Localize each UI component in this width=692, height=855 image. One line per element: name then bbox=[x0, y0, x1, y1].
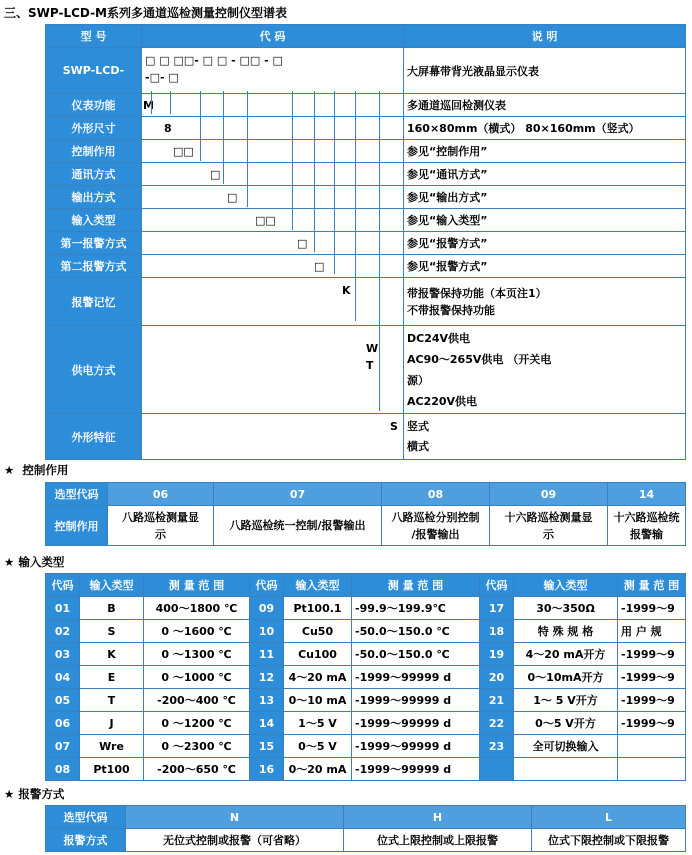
input-code-cell: 16 bbox=[250, 758, 284, 781]
control-desc: 十六路巡检统 报警输 bbox=[608, 506, 686, 546]
alarm-code: N bbox=[126, 806, 344, 829]
input-code-cell: 07 bbox=[46, 735, 80, 758]
input-range-cell: -1999～99999 d bbox=[352, 758, 480, 781]
input-range-cell: -1999～99999 d bbox=[352, 666, 480, 689]
alarm-desc: 位式下限控制或下限报警 bbox=[532, 829, 686, 852]
table-row bbox=[46, 689, 686, 712]
input-range-cell: -200～400 ℃ bbox=[144, 689, 250, 712]
model-spec-table bbox=[45, 24, 686, 460]
input-type-cell: 1～ 5 V开方 bbox=[514, 689, 618, 712]
row-code: □ bbox=[142, 186, 404, 209]
input-type-cell: 4～20 mA开方 bbox=[514, 643, 618, 666]
table-row bbox=[46, 758, 686, 781]
input-range-cell: -1999～99999 d bbox=[352, 735, 480, 758]
table-row bbox=[46, 620, 686, 643]
input-range-cell: 0 ～2300 ℃ bbox=[144, 735, 250, 758]
alarm-row-label: 报警方式 bbox=[46, 829, 126, 852]
power-label: 供电方式 bbox=[46, 326, 142, 414]
input-range-cell: -50.0～150.0 ℃ bbox=[352, 620, 480, 643]
control-table bbox=[45, 482, 686, 546]
input-range-cell: 0 ～1000 ℃ bbox=[144, 666, 250, 689]
input-code-cell: 06 bbox=[46, 712, 80, 735]
input-code-cell: 13 bbox=[250, 689, 284, 712]
control-row-label: 控制作用 bbox=[46, 506, 108, 546]
star-icon: ★ bbox=[4, 787, 15, 801]
input-type-cell bbox=[514, 758, 618, 781]
alarm-header-label: 选型代码 bbox=[46, 806, 126, 829]
shape-code: S bbox=[142, 414, 404, 460]
input-type-cell: 1～5 V bbox=[284, 712, 352, 735]
shape-desc: 竖式 横式 bbox=[404, 414, 686, 460]
input-range-cell: -1999～99999 d bbox=[352, 689, 480, 712]
input-range-cell: 0 ～1200 ℃ bbox=[144, 712, 250, 735]
input-code-cell: 18 bbox=[480, 620, 514, 643]
input-code-cell: 08 bbox=[46, 758, 80, 781]
row-label: 通讯方式 bbox=[46, 163, 142, 186]
header-model: 型 号 bbox=[46, 25, 142, 48]
alarm-table bbox=[45, 805, 686, 852]
input-type-cell: 0～20 mA bbox=[284, 758, 352, 781]
table-row bbox=[46, 597, 686, 620]
input-range-cell bbox=[618, 735, 686, 758]
input-type-cell: T bbox=[80, 689, 144, 712]
table-row bbox=[46, 735, 686, 758]
control-desc: 十六路巡检测量显 示 bbox=[490, 506, 608, 546]
alarm-section-title: ★ 报警方式 bbox=[4, 787, 65, 801]
input-range-cell: -1999～9 bbox=[618, 712, 686, 735]
row-label: 外形尺寸 bbox=[46, 117, 142, 140]
row-desc: 参见“控制作用” bbox=[404, 140, 686, 163]
input-header: 测 量 范 围 bbox=[352, 574, 480, 597]
header-code: 代 码 bbox=[142, 25, 404, 48]
row-label: 第一报警方式 bbox=[46, 232, 142, 255]
input-range-cell: -1999～99999 d bbox=[352, 712, 480, 735]
input-type-cell: Wre bbox=[80, 735, 144, 758]
input-range-cell: 400～1800 ℃ bbox=[144, 597, 250, 620]
input-range-cell: 用 户 规 bbox=[618, 620, 686, 643]
row-label: 输出方式 bbox=[46, 186, 142, 209]
input-type-cell: 0～10mA开方 bbox=[514, 666, 618, 689]
control-code: 08 bbox=[382, 483, 490, 506]
input-type-cell: 0～5 V bbox=[284, 735, 352, 758]
header-desc: 说 明 bbox=[404, 25, 686, 48]
input-range-cell: 0 ～1300 ℃ bbox=[144, 643, 250, 666]
alarm-memory-code: K bbox=[142, 278, 404, 326]
control-code: 14 bbox=[608, 483, 686, 506]
star-icon: ★ bbox=[4, 463, 15, 477]
row-desc: 160×80mm（横式） 80×160mm（竖式） bbox=[404, 117, 686, 140]
input-code-cell: 01 bbox=[46, 597, 80, 620]
input-code-cell: 09 bbox=[250, 597, 284, 620]
row-label: 第二报警方式 bbox=[46, 255, 142, 278]
input-code-cell: 19 bbox=[480, 643, 514, 666]
input-range-cell: -99.9～199.9℃ bbox=[352, 597, 480, 620]
row-code: □□ bbox=[142, 209, 404, 232]
input-code-cell: 04 bbox=[46, 666, 80, 689]
input-header: 测 量 范 围 bbox=[144, 574, 250, 597]
input-type-cell: Cu50 bbox=[284, 620, 352, 643]
alarm-memory-desc: 带报警保持功能（本页注1） 不带报警保持功能 bbox=[404, 278, 686, 326]
alarm-memory-label: 报警记忆 bbox=[46, 278, 142, 326]
input-type-cell: Pt100 bbox=[80, 758, 144, 781]
input-header: 测 量 范 围 bbox=[618, 574, 686, 597]
control-desc: 八路巡检统一控制/报警输出 bbox=[214, 506, 382, 546]
alarm-desc: 无位式控制或报警（可省略） bbox=[126, 829, 344, 852]
input-code-cell: 05 bbox=[46, 689, 80, 712]
row-desc: 参见“输入类型” bbox=[404, 209, 686, 232]
row-desc: 参见“输出方式” bbox=[404, 186, 686, 209]
row-code: 8 bbox=[142, 117, 404, 140]
input-code-cell: 10 bbox=[250, 620, 284, 643]
row-code: □ bbox=[142, 163, 404, 186]
input-range-cell: -1999～9 bbox=[618, 689, 686, 712]
input-section-title: ★ 输入类型 bbox=[4, 555, 65, 569]
input-code-cell: 12 bbox=[250, 666, 284, 689]
input-range-cell: -1999～9 bbox=[618, 666, 686, 689]
input-header: 代码 bbox=[250, 574, 284, 597]
input-type-cell: B bbox=[80, 597, 144, 620]
input-range-cell: -1999～9 bbox=[618, 643, 686, 666]
star-icon: ★ bbox=[4, 555, 15, 569]
input-type-cell: 0～5 V开方 bbox=[514, 712, 618, 735]
input-code-cell: 03 bbox=[46, 643, 80, 666]
table-row bbox=[46, 712, 686, 735]
row-label: 输入类型 bbox=[46, 209, 142, 232]
input-header: 输入类型 bbox=[284, 574, 352, 597]
input-code-cell: 11 bbox=[250, 643, 284, 666]
input-code-cell: 23 bbox=[480, 735, 514, 758]
control-code: 07 bbox=[214, 483, 382, 506]
row-desc: 多通道巡回检测仪表 bbox=[404, 94, 686, 117]
input-type-cell: Pt100.1 bbox=[284, 597, 352, 620]
model-label: SWP-LCD- bbox=[46, 48, 142, 94]
input-table bbox=[45, 573, 686, 781]
input-range-cell: -1999～9 bbox=[618, 597, 686, 620]
input-type-cell: 全可切换输入 bbox=[514, 735, 618, 758]
input-code-cell: 21 bbox=[480, 689, 514, 712]
input-type-cell: K bbox=[80, 643, 144, 666]
input-type-cell: 30～350Ω bbox=[514, 597, 618, 620]
control-section-title: ★ 控制作用 bbox=[4, 463, 69, 477]
model-code: □ □ □□- □ □ - □□ - □ -□- □ bbox=[142, 48, 404, 94]
input-code-cell: 02 bbox=[46, 620, 80, 643]
input-code-cell: 15 bbox=[250, 735, 284, 758]
row-code: □□ bbox=[142, 140, 404, 163]
input-code-cell: 20 bbox=[480, 666, 514, 689]
input-code-cell: 22 bbox=[480, 712, 514, 735]
row-label: 控制作用 bbox=[46, 140, 142, 163]
row-desc: 参见“通讯方式” bbox=[404, 163, 686, 186]
shape-label: 外形特征 bbox=[46, 414, 142, 460]
input-range-cell: -200～650 ℃ bbox=[144, 758, 250, 781]
input-type-cell: S bbox=[80, 620, 144, 643]
input-code-cell: 14 bbox=[250, 712, 284, 735]
table-row bbox=[46, 643, 686, 666]
table-row bbox=[46, 666, 686, 689]
input-header: 代码 bbox=[480, 574, 514, 597]
row-code: M bbox=[142, 94, 404, 117]
input-type-cell: 特 殊 规 格 bbox=[514, 620, 618, 643]
input-header: 输入类型 bbox=[514, 574, 618, 597]
input-type-cell: 0～10 mA bbox=[284, 689, 352, 712]
control-header-label: 选型代码 bbox=[46, 483, 108, 506]
page-title: 三、SWP-LCD-M系列多通道巡检测量控制仪型谱表 bbox=[4, 6, 288, 20]
control-code: 09 bbox=[490, 483, 608, 506]
input-header: 输入类型 bbox=[80, 574, 144, 597]
power-code: W T bbox=[142, 326, 404, 414]
alarm-code: L bbox=[532, 806, 686, 829]
row-desc: 参见“报警方式” bbox=[404, 255, 686, 278]
alarm-code: H bbox=[344, 806, 532, 829]
input-type-cell: 4～20 mA bbox=[284, 666, 352, 689]
input-header: 代码 bbox=[46, 574, 80, 597]
control-code: 06 bbox=[108, 483, 214, 506]
input-type-cell: Cu100 bbox=[284, 643, 352, 666]
row-desc: 参见“报警方式” bbox=[404, 232, 686, 255]
control-desc: 八路巡检测量显 示 bbox=[108, 506, 214, 546]
input-range-cell: -50.0～150.0 ℃ bbox=[352, 643, 480, 666]
power-desc: DC24V供电 AC90～265V供电 （开关电 源） AC220V供电 bbox=[404, 326, 686, 414]
row-code: □ bbox=[142, 232, 404, 255]
alarm-desc: 位式上限控制或上限报警 bbox=[344, 829, 532, 852]
input-code-cell bbox=[480, 758, 514, 781]
row-label: 仪表功能 bbox=[46, 94, 142, 117]
row-code: □ bbox=[142, 255, 404, 278]
input-code-cell: 17 bbox=[480, 597, 514, 620]
input-type-cell: E bbox=[80, 666, 144, 689]
input-range-cell: 0 ～1600 ℃ bbox=[144, 620, 250, 643]
control-desc: 八路巡检分别控制 /报警输出 bbox=[382, 506, 490, 546]
model-desc: 大屏幕带背光液晶显示仪表 bbox=[404, 48, 686, 94]
input-range-cell bbox=[618, 758, 686, 781]
input-type-cell: J bbox=[80, 712, 144, 735]
